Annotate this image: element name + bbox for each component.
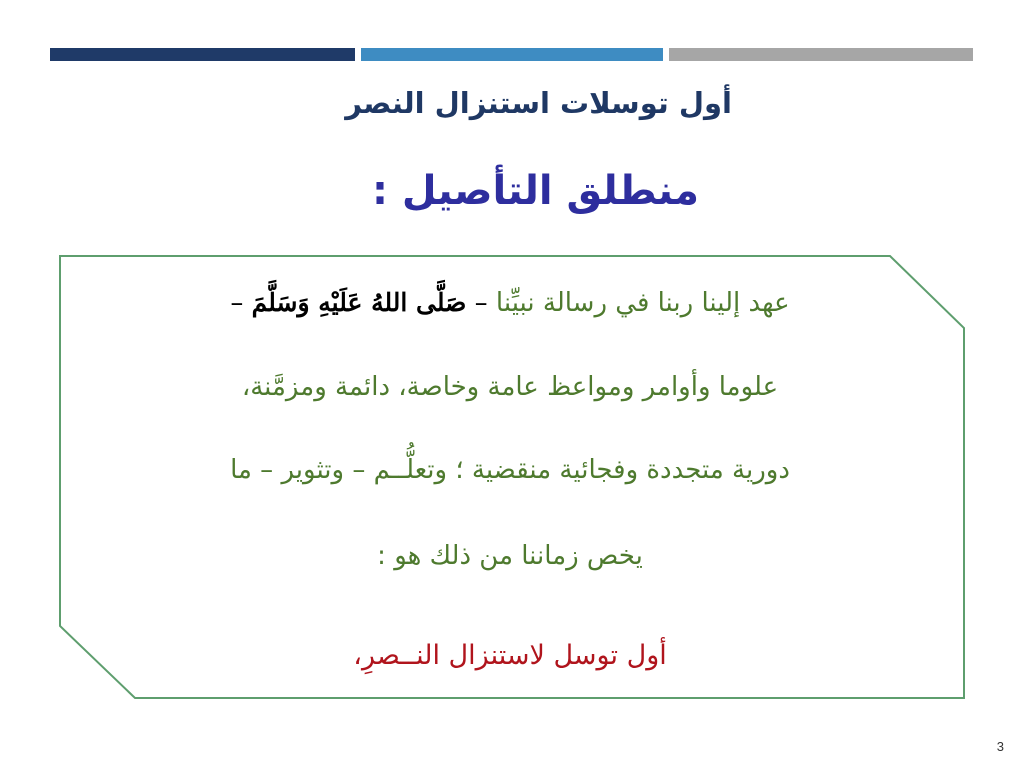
- body-line-1-dash: –: [474, 288, 488, 318]
- body-line-1-end-dash: –: [230, 288, 244, 318]
- body-line-highlight: أول توسل لاستنزال النــصرِ،: [353, 640, 667, 671]
- slide-title: أول توسلات استنزال النصر: [345, 86, 732, 120]
- salawat-text: صَلَّى اللهُ عَلَيْهِ وَسَلَّمَ: [251, 288, 467, 317]
- body-line-3: دورية متجددة وفجائية منقضية ؛ وتعلُّــم – وتثوير – ما: [230, 455, 790, 485]
- body-line-1: [95, 288, 925, 319]
- page-number: 3: [996, 739, 1004, 754]
- body-line-2: علوما وأوامر ومواعظ عامة وخاصة، دائمة ومزمَّنة،: [241, 372, 779, 402]
- body-line-1-text: عهد إلينا ربنا في رسالة نبيِّنا: [495, 288, 790, 318]
- slide-subtitle: منطلق التأصيل :: [371, 168, 699, 214]
- body-line-4: يخص زماننا من ذلك هو :: [377, 541, 643, 571]
